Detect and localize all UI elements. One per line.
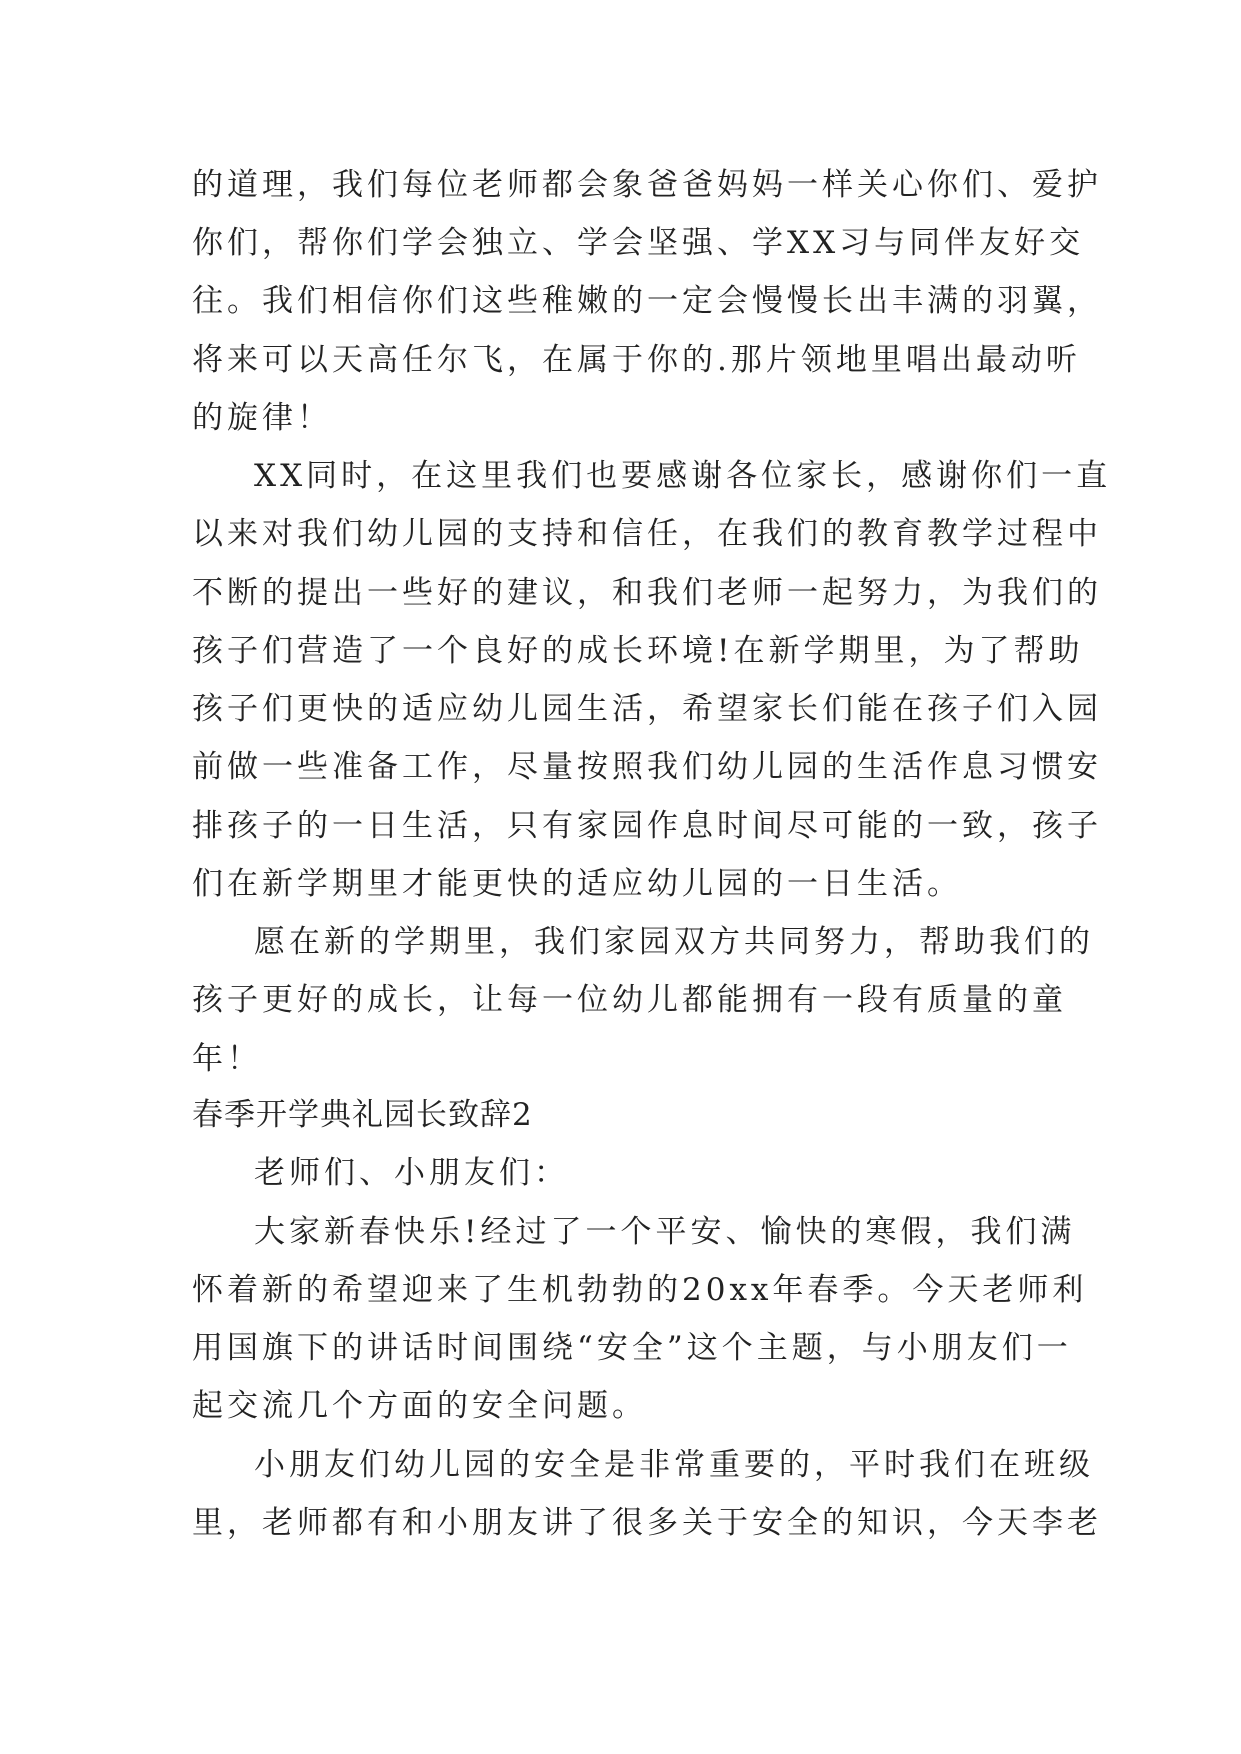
text-line: 怀着新的希望迎来了生机勃勃的20xx年春季。今天老师利 xyxy=(192,1272,1088,1308)
text-line: 你们，帮你们学会独立、学会坚强、学XX习与同伴友好交 xyxy=(192,225,1085,261)
text-line: 年！ xyxy=(192,1041,262,1077)
section-heading: 春季开学典礼园长致辞2 xyxy=(192,1097,533,1133)
text-line: 将来可以天高任尔飞，在属于你的.那片领地里唱出最动听 xyxy=(192,342,1081,378)
text-line: 不断的提出一些好的建议，和我们老师一起努力，为我们的 xyxy=(192,575,1102,611)
text-line: 孩子更好的成长，让每一位幼儿都能拥有一段有质量的童 xyxy=(192,982,1067,1018)
paragraph-first-line: 大家新春快乐!经过了一个平安、愉快的寒假，我们满 xyxy=(254,1214,1076,1250)
text-line: 们在新学期里才能更快的适应幼儿园的一日生活。 xyxy=(192,866,962,902)
text-line: 用国旗下的讲话时间围绕“安全”这个主题，与小朋友们一 xyxy=(192,1330,1072,1366)
text-line: 的道理，我们每位老师都会象爸爸妈妈一样关心你们、爱护 xyxy=(192,167,1102,203)
paragraph-first-line: 愿在新的学期里，我们家园双方共同努力，帮助我们的 xyxy=(254,924,1094,960)
text-line: 起交流几个方面的安全问题。 xyxy=(192,1388,647,1424)
paragraph-first-line: 小朋友们幼儿园的安全是非常重要的，平时我们在班级 xyxy=(254,1447,1094,1483)
paragraph-first-line: XX同时，在这里我们也要感谢各位家长，感谢你们一直 xyxy=(254,458,1112,494)
text-line: 排孩子的一日生活，只有家园作息时间尽可能的一致，孩子 xyxy=(192,808,1102,844)
text-line: 孩子们营造了一个良好的成长环境!在新学期里，为了帮助 xyxy=(192,633,1084,669)
text-line: 的旋律！ xyxy=(192,400,332,436)
salutation: 老师们、小朋友们： xyxy=(254,1155,569,1191)
text-line: 里，老师都有和小朋友讲了很多关于安全的知识，今天李老 xyxy=(192,1505,1102,1541)
text-line: 前做一些准备工作，尽量按照我们幼儿园的生活作息习惯安 xyxy=(192,749,1102,785)
text-line: 往。我们相信你们这些稚嫩的一定会慢慢长出丰满的羽翼， xyxy=(192,283,1102,319)
text-line: 以来对我们幼儿园的支持和信任，在我们的教育教学过程中 xyxy=(192,516,1102,552)
text-line: 孩子们更快的适应幼儿园生活，希望家长们能在孩子们入园 xyxy=(192,691,1102,727)
